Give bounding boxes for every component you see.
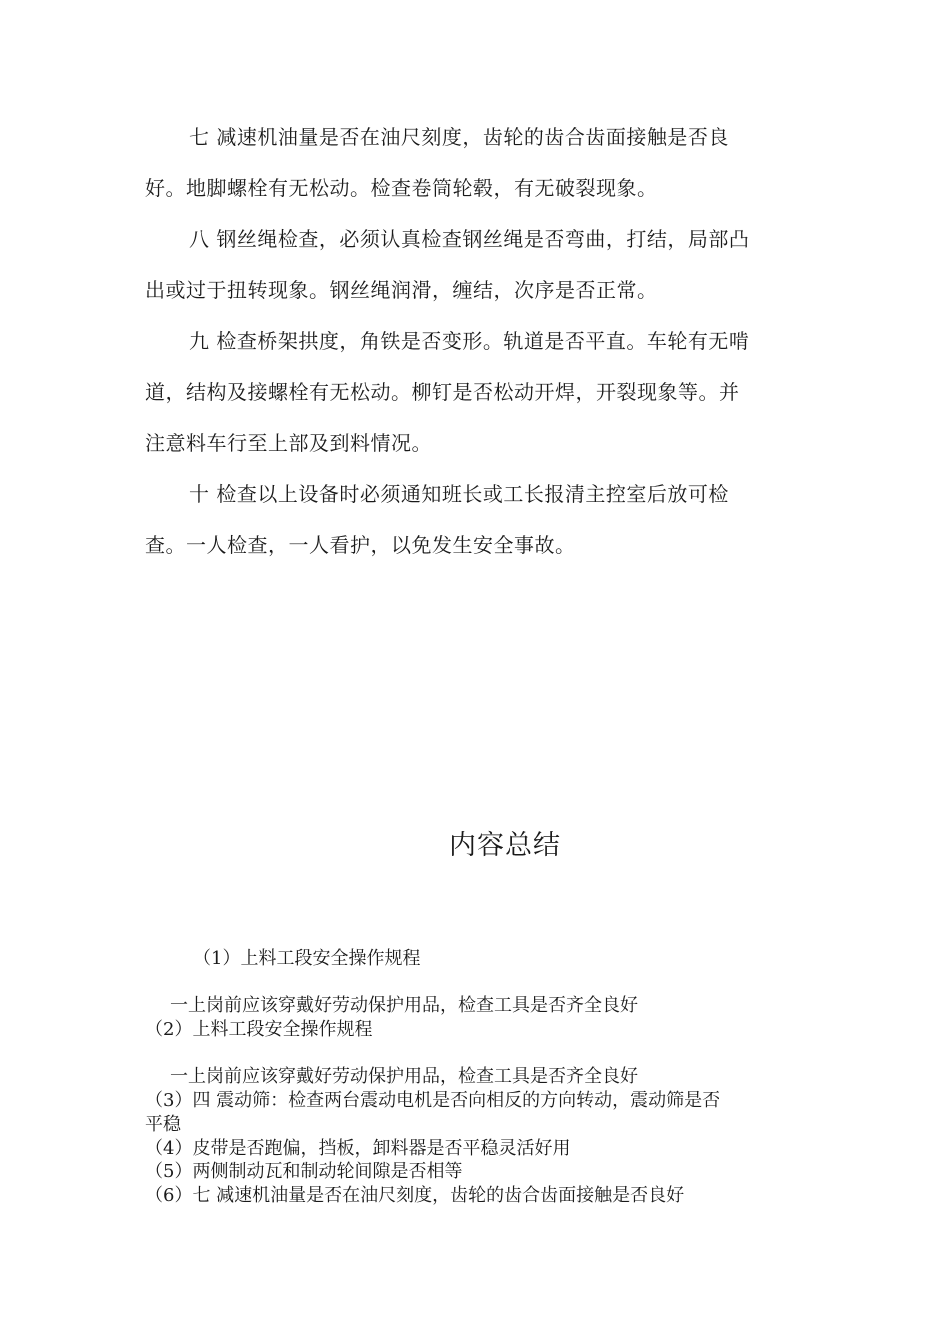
summary-item-2: （2）上料工段安全操作规程 — [145, 1019, 373, 1040]
paragraph-eight: 八 钢丝绳检查，必须认真检查钢丝绳是否弯曲，打结，局部凸 出或过于扭转现象。钢丝绳润滑，缠结，次序是否正常。 — [145, 227, 750, 302]
summary-item-1-detail: 一上岗前应该穿戴好劳动保护用品，检查工具是否齐全良好 — [170, 995, 638, 1016]
summary-title: 内容总结 — [449, 830, 561, 861]
summary-item-2-detail: 一上岗前应该穿戴好劳动保护用品，检查工具是否齐全良好 — [170, 1066, 638, 1087]
summary-item-1: （1）上料工段安全操作规程 — [193, 948, 421, 969]
paragraph-ten: 十 检查以上设备时必须通知班长或工长报清主控室后放可检 查。一人检查，一人看护，以免发生安全事故。 — [145, 482, 729, 557]
paragraph-nine: 九 检查桥架拱度，角铁是否变形。轨道是否平直。车轮有无啃 道，结构及接螺栓有无松动。柳钉是否松动开焊，开裂现象等。并 注意料车行至上部及到料情况。 — [145, 329, 750, 455]
summary-item-4: （4）皮带是否跑偏，挡板，卸料器是否平稳灵活好用 — [145, 1138, 571, 1159]
summary-item-3: （3）四 震动筛：检查两台震动电机是否向相反的方向转动，震动筛是否 — [145, 1090, 721, 1111]
summary-item-6: （6）七 减速机油量是否在油尺刻度，齿轮的齿合齿面接触是否良好 — [145, 1185, 685, 1206]
summary-item-5: （5）两侧制动瓦和制动轮间隙是否相等 — [145, 1161, 463, 1182]
summary-item-3-cont: 平稳 — [145, 1114, 181, 1135]
paragraph-seven: 七 减速机油量是否在油尺刻度，齿轮的齿合齿面接触是否良 好。地脚螺栓有无松动。检查卷筒轮毂，有无破裂现象。 — [145, 125, 729, 200]
body-text — [145, 112, 805, 571]
